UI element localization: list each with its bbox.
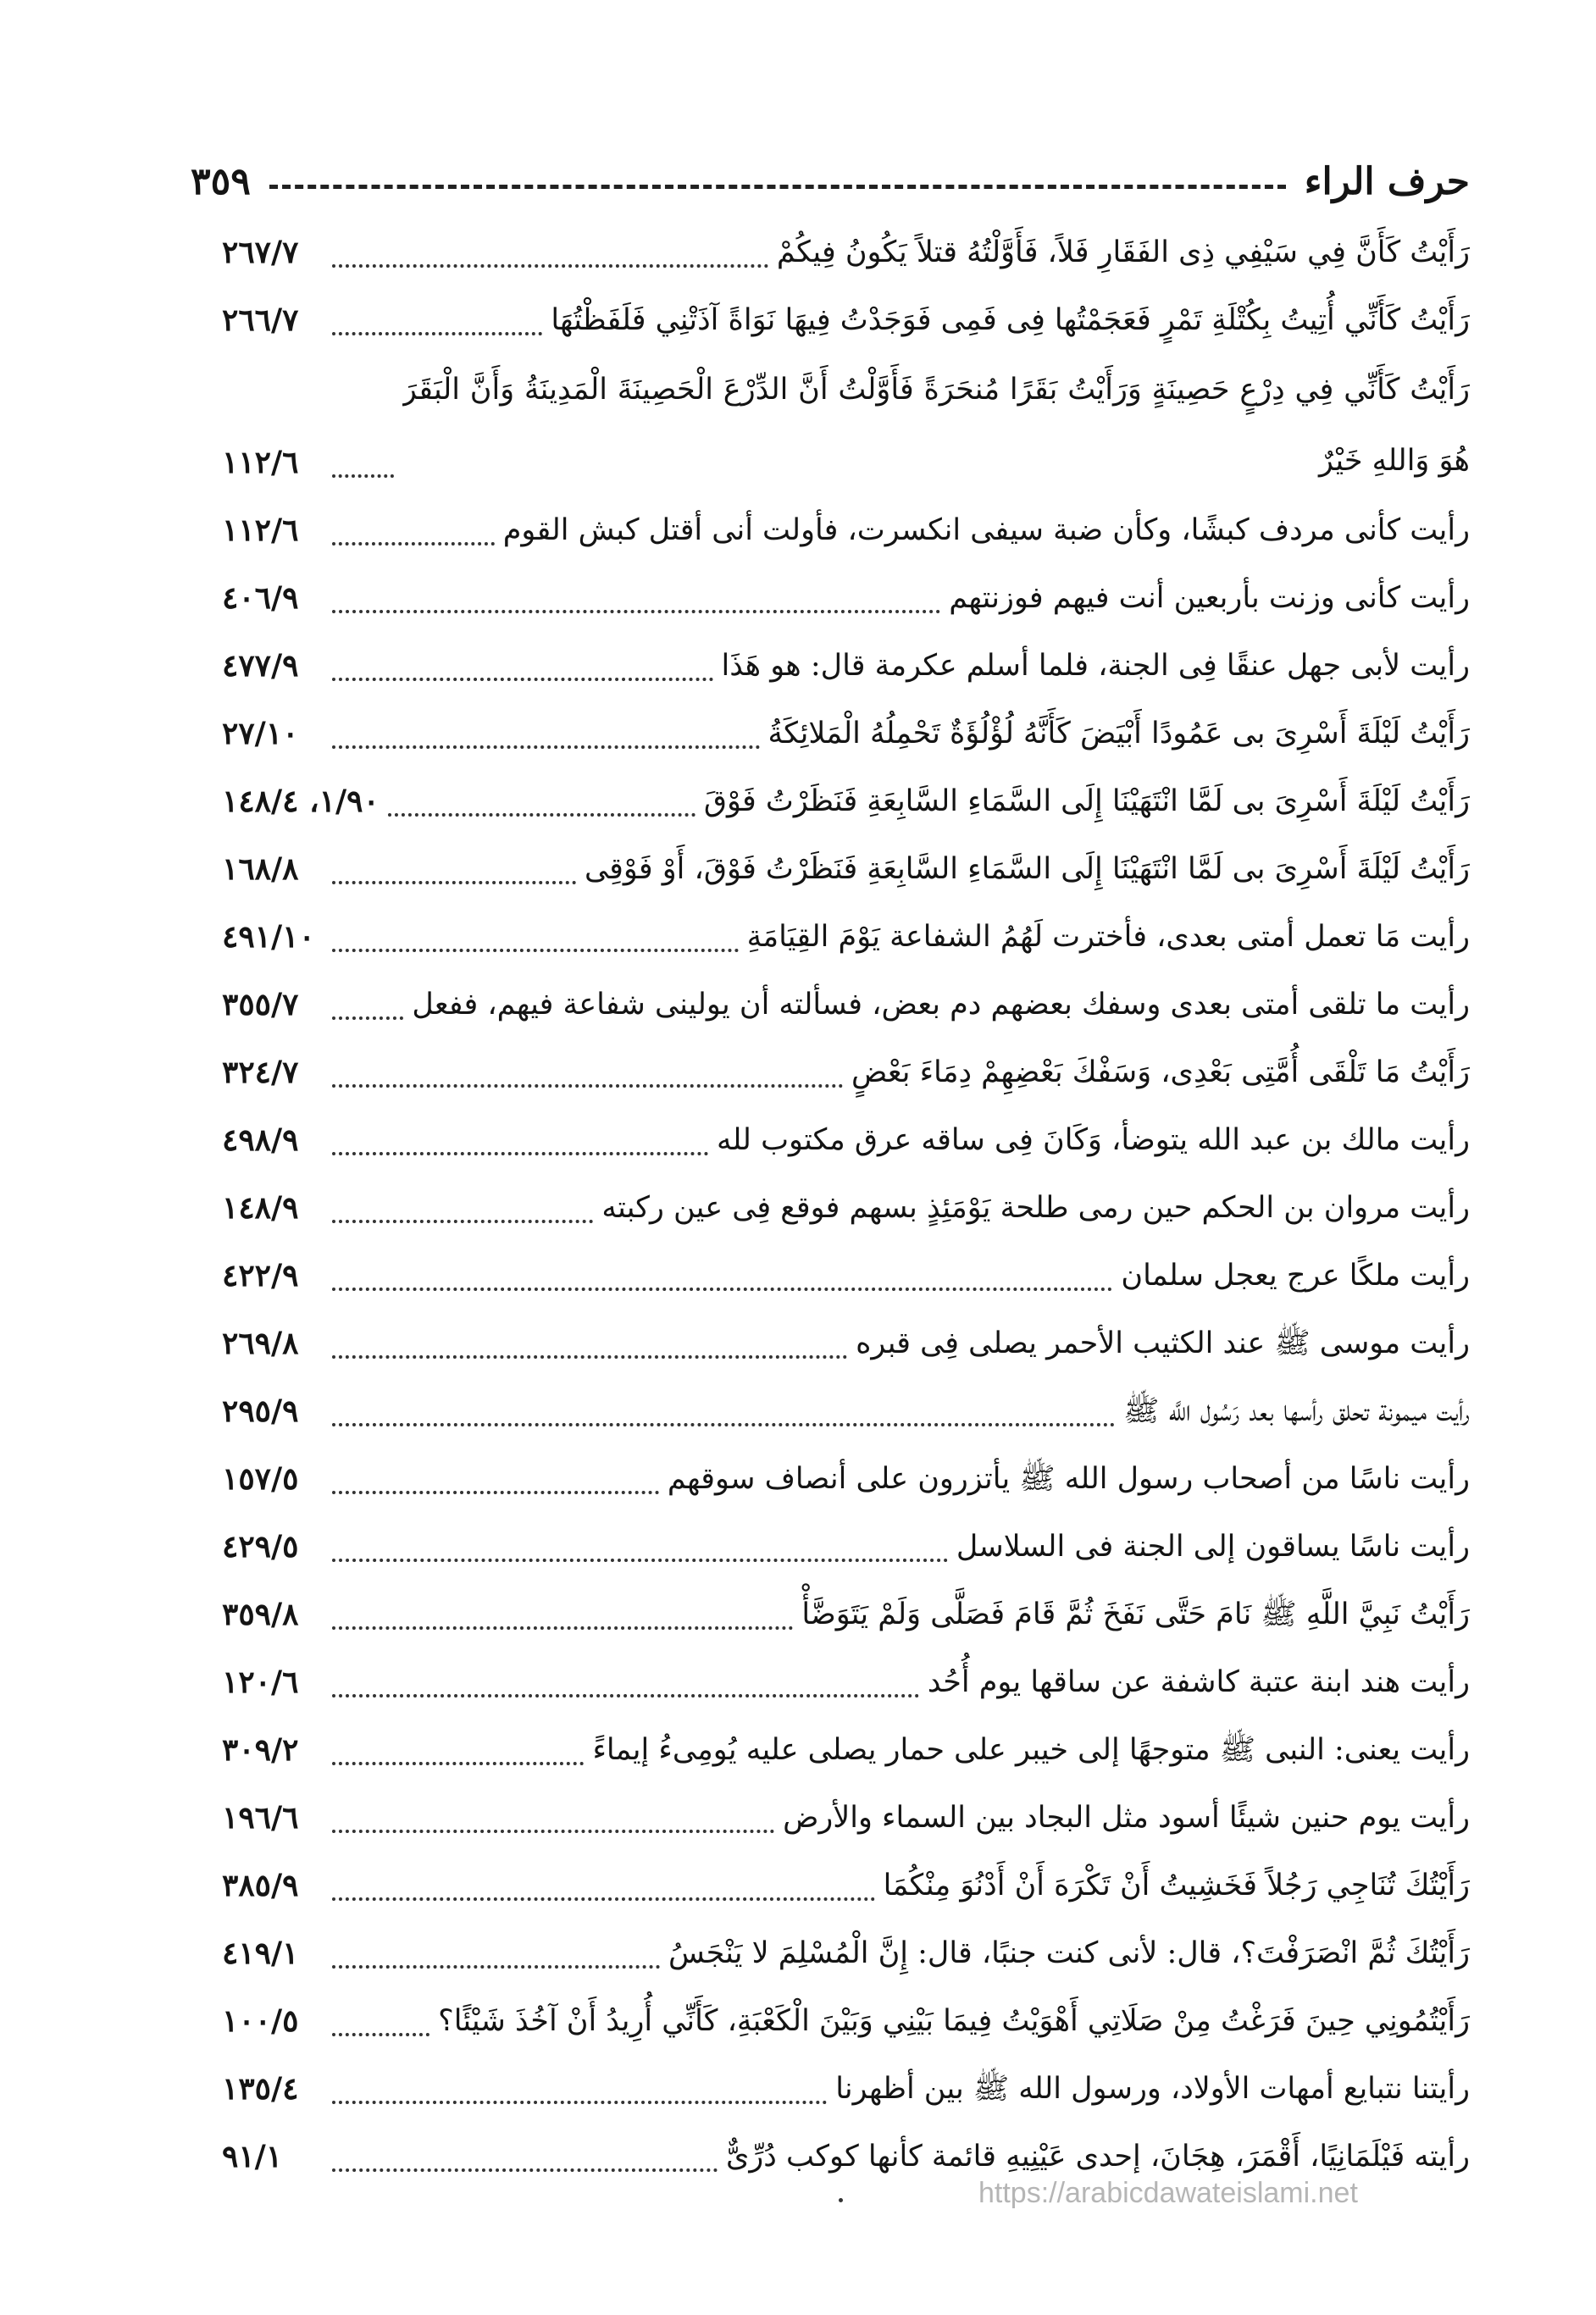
index-entry	[222, 1987, 1470, 2055]
dot-leader	[332, 1965, 660, 1969]
dot-leader	[332, 949, 739, 952]
volume-page-ref: ٣٢٤/٧	[222, 1055, 299, 1090]
entry-text: رَأَيْتُكَ تُنَاجِي رَجُلاً فَخَشِيتُ أَنْ تَكْرَهَ أَنْ أَدْنُوَ مِنْكُمَا	[883, 1869, 1470, 1902]
index-entry	[222, 1513, 1470, 1581]
entry-text: رأيت كأنى مردف كبشًا، وكأن ضبة سيفى انكسرت، فأولت أنى أقتل كبش القوم	[502, 513, 1470, 547]
index-entry	[222, 1038, 1470, 1106]
dot-leader	[332, 264, 768, 268]
entry-text: رأيت ما تلقى أمتى بعدى وسفك بعضهم دم بعض، فسألته أن يولينى شفاعة فيهم، ففعل	[412, 988, 1470, 1022]
footer-dot	[839, 2198, 843, 2202]
volume-page-ref: ١١٢/٦	[222, 445, 299, 480]
page-number: ٣٥٩	[191, 159, 251, 203]
dot-leader	[332, 881, 576, 884]
dot-leader	[332, 1355, 847, 1359]
index-entry	[222, 219, 1470, 286]
index-entry	[222, 767, 1470, 835]
volume-page-ref: ٣٥٥/٧	[222, 987, 299, 1022]
dot-leader	[332, 1220, 593, 1223]
dot-leader	[332, 1288, 1112, 1291]
entry-text: رأيت يعنى: النبى ﷺ متوجهًا إلى خيبر على حمار يصلى عليه يُومِىءُ إيماءً	[592, 1733, 1470, 1767]
page-header	[191, 151, 1470, 212]
index-entry	[222, 564, 1470, 632]
volume-page-ref: ١١٢/٦	[222, 512, 299, 548]
dot-leader	[332, 1423, 1115, 1426]
volume-page-ref: ٤٢٢/٩	[222, 1258, 299, 1293]
entry-text: رَأَيْتُ كَأَنِّي فِي دِرْعٍ حَصِينَةٍ وَرَأَيْتُ بَقَرًا مُنحَرَةً فَأَوَّلْتُ أَنَّ الدِّرْعَ الْحَصِينَةَ الْمَدِينَةُ وَأَنَّ الْبَقَرَ هُوَ وَاللهِ خَيْرٌ	[402, 373, 1470, 478]
volume-page-ref: ١٩٦/٦	[222, 1800, 299, 1836]
volume-page-ref: ١٦٨/٨	[222, 851, 299, 887]
volume-page-ref: ٣٠٩/٢	[222, 1732, 299, 1768]
index-entry	[222, 1445, 1470, 1513]
entry-text: رَأَيْتُ لَيْلَةَ أَسْرِىَ بى عَمُودًا أَبْيَضَ كَأَنَّهُ لُؤْلُؤَةٌ تَحْمِلُهُ الْمَلائِكَةُ	[768, 717, 1470, 750]
entry-text: رأيت لأبى جهل عنقًا فِى الجنة، فلما أسلم عكرمة قال: هو هَذَا	[721, 649, 1470, 683]
index-entry	[222, 2055, 1470, 2123]
entry-text: رَأَيْتُكَ ثُمَّ انْصَرَفْتَ؟، قال: لأنى كنت جنبًا، قال: إِنَّ الْمُسْلِمَ لا يَنْجَسُ	[668, 1936, 1470, 1970]
index-entry	[222, 903, 1470, 971]
volume-page-ref: ٢٧/١٠	[222, 716, 299, 751]
entry-text: رَأَيْتُ كَأَنَّ فِي سَيْفِي ذِى الفَقَارِ فَلاً، فَأَوَّلْتُهُ قتلاً يَكُونُ فِيكُمْ	[776, 235, 1470, 269]
entry-text: رأيتنا نتبايع أمهات الأولاد، ورسول الله ﷺ بين أظهرنا	[835, 2072, 1470, 2106]
volume-page-ref: ٤١٩/١	[222, 1936, 299, 1971]
dot-leader	[332, 678, 713, 681]
entry-text: رَأَيْتُ نَبِيَّ اللَّهِ ﷺ نَامَ حَتَّى نَفَخَ ثُمَّ قَامَ فَصَلَّى وَلَمْ يَتَوَضَّأْ	[801, 1598, 1470, 1631]
index-entry	[222, 971, 1470, 1038]
chapter-title: حرف الراء	[1304, 159, 1470, 203]
volume-page-ref: ١٣٥/٤	[222, 2071, 299, 2107]
index-entry	[222, 1174, 1470, 1242]
volume-page-ref: ١٤٨/٩	[222, 1190, 299, 1226]
dot-leader	[332, 2101, 827, 2104]
dot-leader	[332, 1694, 919, 1697]
index-entry	[222, 632, 1470, 700]
volume-page-ref: ٢٩٥/٩	[222, 1393, 299, 1429]
index-entry	[222, 1310, 1470, 1377]
volume-page-ref: ٤٠٦/٩	[222, 580, 299, 616]
entry-text: رأيت هند ابنة عتبة كاشفة عن ساقها يوم أُحُد	[927, 1665, 1470, 1699]
entry-text: رأيت مالك بن عبد الله يتوضأ، وَكَانَ فِى ساقه عرق مكتوب لله	[716, 1123, 1470, 1157]
entry-text: رأيت ميمونة تحلق رأسها بعد رَسُول اللَّه ﷺ	[1123, 1394, 1470, 1428]
entry-text: رأيته فَيْلَمَانِيًا، أَقْمَرَ، هِجَانَ، إحدى عَيْنِيهِ قائمة كأنها كوكب دُرِّىٌّ	[726, 2140, 1470, 2174]
dot-leader	[332, 542, 495, 546]
volume-page-ref: ٣٨٥/٩	[222, 1868, 299, 1903]
index-entry	[222, 1648, 1470, 1716]
entry-text: رَأَيْتُمُونِي حِينَ فَرَغْتُ مِنْ صَلَاتِي أَهْوَيْتُ فِيمَا بَيْنِي وَبَيْنَ الْكَعْبَةِ، كَأَنِّي أُرِيدُ أَنْ آخُذَ شَيْئًا؟	[438, 2004, 1470, 2038]
index-entry	[222, 835, 1470, 903]
index-entry	[222, 1242, 1470, 1310]
volume-page-ref: ٣٥٩/٨	[222, 1597, 299, 1632]
volume-page-ref: ١٠٠/٥	[222, 2003, 299, 2039]
volume-page-ref: ٤٩٨/٩	[222, 1122, 299, 1158]
dot-leader	[332, 332, 542, 335]
dot-leader	[332, 1084, 843, 1088]
entry-text: رَأَيْتُ لَيْلَةَ أَسْرِىَ بى لَمَّا انْتَهَيْنَا إِلَى السَّمَاءِ السَّابِعَةِ فَنَظَرْتُ فَوْقَ	[703, 784, 1470, 818]
entry-text: رأيت ناسًا من أصحاب رسول الله ﷺ يأتزرون على أنصاف سوقهم	[667, 1462, 1470, 1496]
volume-page-ref: ١/٩٠، ١٤٨/٤	[222, 784, 380, 819]
entry-text: رَأَيْتُ مَا تَلْقَى أُمَّتِى بَعْدِى، وَسَفْكَ بَعْضِهِمْ دِمَاءَ بَعْضٍ	[851, 1055, 1470, 1089]
entry-text: رأيت موسى ﷺ عند الكثيب الأحمر يصلى فِى قبره	[856, 1326, 1470, 1360]
volume-page-ref: ٩١/١	[222, 2139, 283, 2174]
entry-text: رأيت ناسًا يساقون إلى الجنة فى السلاسل	[956, 1530, 1470, 1564]
dot-leader	[332, 2033, 429, 2036]
index-entry	[222, 1106, 1470, 1174]
dot-leader	[332, 745, 760, 749]
dot-leader	[332, 474, 394, 478]
header-dashed-rule	[269, 185, 1286, 189]
volume-page-ref: ٤٩١/١٠	[222, 919, 315, 955]
dot-leader	[332, 1491, 659, 1494]
dot-leader	[332, 610, 940, 613]
index-entry	[222, 700, 1470, 767]
volume-page-ref: ٤٧٧/٩	[222, 648, 299, 684]
index-entry	[222, 286, 1470, 354]
entry-text: رأيت يوم حنين شيئًا أسود مثل البجاد بين السماء والأرض	[783, 1801, 1470, 1835]
entry-text: رَأَيْتُ كَأَنِّي أُتِيتُ بِكُتْلَةِ تَمْرٍ فَعَجَمْتُها فِى فَمِى فَوَجَدْتُ فِيهَا نَوَاةً آذَتْنِي فَلَفَظْتُهَا	[551, 303, 1470, 337]
index-entry	[222, 1852, 1470, 1919]
dot-leader	[332, 1152, 708, 1155]
volume-page-ref: ٢٦٧/٧	[222, 235, 299, 270]
entry-text: رَأَيْتُ لَيْلَةَ أَسْرِىَ بى لَمَّا انْتَهَيْنَا إِلَى السَّمَاءِ السَّابِعَةِ فَنَظَرْتُ فَوْقَ، أَوْ فَوْقِى	[584, 852, 1470, 886]
volume-page-ref: ١٢٠/٦	[222, 1664, 299, 1700]
index-entry	[222, 1581, 1470, 1648]
entry-text: رأيت مروان بن الحكم حين رمى طلحة يَوْمَئِذٍ بسهم فوقع فِى عين ركبته	[601, 1191, 1470, 1225]
index-entry	[222, 496, 1470, 564]
index-entry	[222, 1716, 1470, 1784]
dot-leader	[332, 1897, 875, 1901]
index-entry	[222, 1377, 1470, 1445]
index-entry	[222, 1784, 1470, 1852]
entry-text: رأيت مَا تعمل أمتى بعدى، فأخترت لَهُمُ الشفاعة يَوْمَ القِيَامَةِ	[746, 920, 1470, 954]
volume-page-ref: ٤٢٩/٥	[222, 1529, 299, 1565]
index-entry	[222, 354, 1470, 496]
dot-leader	[332, 1830, 774, 1833]
hadith-index-list	[222, 219, 1470, 2190]
volume-page-ref: ٢٦٩/٨	[222, 1326, 299, 1361]
index-entry	[222, 1919, 1470, 1987]
volume-page-ref: ٢٦٦/٧	[222, 302, 299, 338]
dot-leader	[388, 813, 695, 817]
dot-leader	[332, 1762, 584, 1765]
dot-leader	[332, 1626, 793, 1630]
dot-leader	[332, 1016, 403, 1020]
dot-leader	[332, 2168, 718, 2172]
watermark-url: https://arabicdawateislami.net	[978, 2177, 1358, 2209]
entry-text: رأيت ملكًا عرج يعجل سلمان	[1121, 1259, 1470, 1293]
entry-text: رأيت كأنى وزنت بأربعين أنت فيهم فوزنتهم	[949, 581, 1470, 615]
volume-page-ref: ١٥٧/٥	[222, 1461, 299, 1497]
dot-leader	[332, 1559, 948, 1562]
